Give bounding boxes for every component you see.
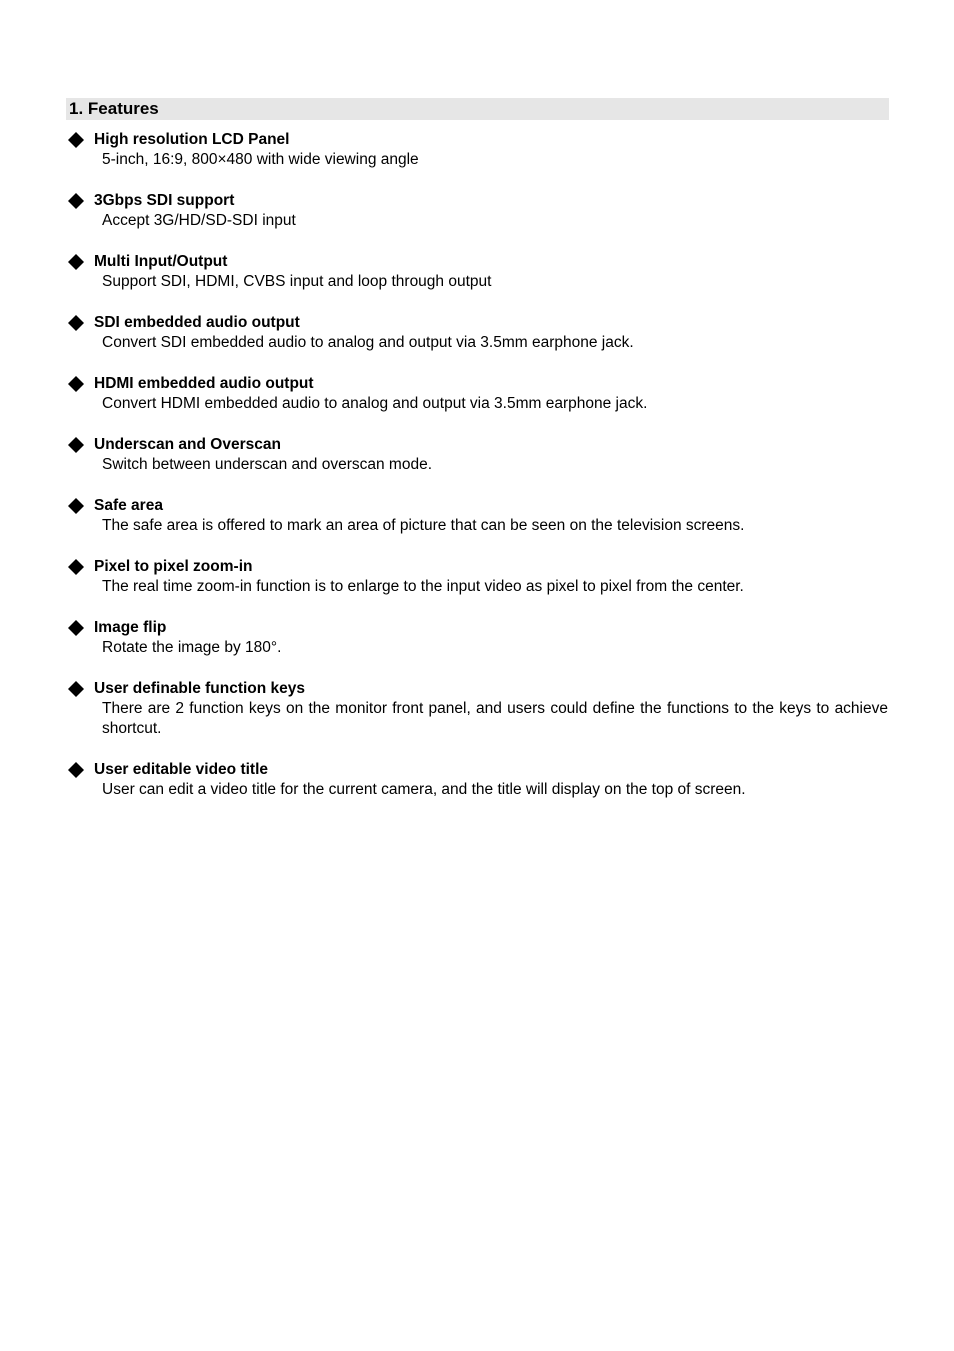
feature-title: User editable video title [94, 761, 268, 778]
feature-description: User can edit a video title for the current camera, and the title will display on the top of screen. [102, 781, 746, 798]
feature-title: User definable function keys [94, 680, 306, 697]
feature-title: High resolution LCD Panel [94, 131, 290, 148]
feature-list [66, 130, 888, 821]
diamond-bullet-icon [68, 498, 86, 516]
diamond-bullet-icon [68, 376, 86, 394]
diamond-bullet-icon [68, 681, 86, 699]
feature-description: Accept 3G/HD/SD-SDI input [102, 212, 296, 229]
diamond-bullet-icon [68, 559, 86, 577]
feature-description: Rotate the image by 180°. [102, 639, 282, 656]
feature-description: Support SDI, HDMI, CVBS input and loop through output [102, 273, 492, 290]
feature-title: SDI embedded audio output [94, 314, 300, 331]
diamond-bullet-icon [68, 620, 86, 638]
feature-title: Multi Input/Output [94, 253, 228, 270]
feature-item [66, 374, 888, 414]
feature-description: Convert HDMI embedded audio to analog and output via 3.5mm earphone jack. [102, 395, 648, 412]
feature-title: Pixel to pixel zoom-in [94, 558, 253, 575]
feature-item [66, 313, 888, 353]
feature-item [66, 130, 888, 170]
feature-item [66, 679, 888, 739]
feature-description: 5-inch, 16:9, 800×480 with wide viewing angle [102, 151, 419, 168]
diamond-bullet-icon [68, 254, 86, 272]
feature-item [66, 252, 888, 292]
feature-item [66, 435, 888, 475]
feature-description: The safe area is offered to mark an area of picture that can be seen on the television screens. [102, 517, 745, 534]
feature-item [66, 191, 888, 231]
feature-title: Safe area [94, 497, 163, 514]
section-title: 1. Features [69, 99, 159, 118]
feature-item [66, 618, 888, 658]
diamond-bullet-icon [68, 437, 86, 455]
feature-description: Convert SDI embedded audio to analog and output via 3.5mm earphone jack. [102, 334, 634, 351]
feature-item [66, 557, 888, 597]
feature-description: There are 2 function keys on the monitor front panel, and users could define the functions to the keys to achieve shortcut. [102, 700, 888, 737]
feature-description: The real time zoom-in function is to enlarge to the input video as pixel to pixel from the center. [102, 578, 744, 595]
section-header [66, 98, 889, 120]
feature-item [66, 496, 888, 536]
feature-description: Switch between underscan and overscan mode. [102, 456, 433, 473]
feature-title: HDMI embedded audio output [94, 375, 314, 392]
diamond-bullet-icon [68, 315, 86, 333]
diamond-bullet-icon [68, 193, 86, 211]
diamond-bullet-icon [68, 132, 86, 150]
feature-title: Image flip [94, 619, 167, 636]
feature-title: 3Gbps SDI support [94, 192, 235, 209]
feature-title: Underscan and Overscan [94, 436, 281, 453]
feature-item [66, 760, 888, 800]
diamond-bullet-icon [68, 762, 86, 780]
